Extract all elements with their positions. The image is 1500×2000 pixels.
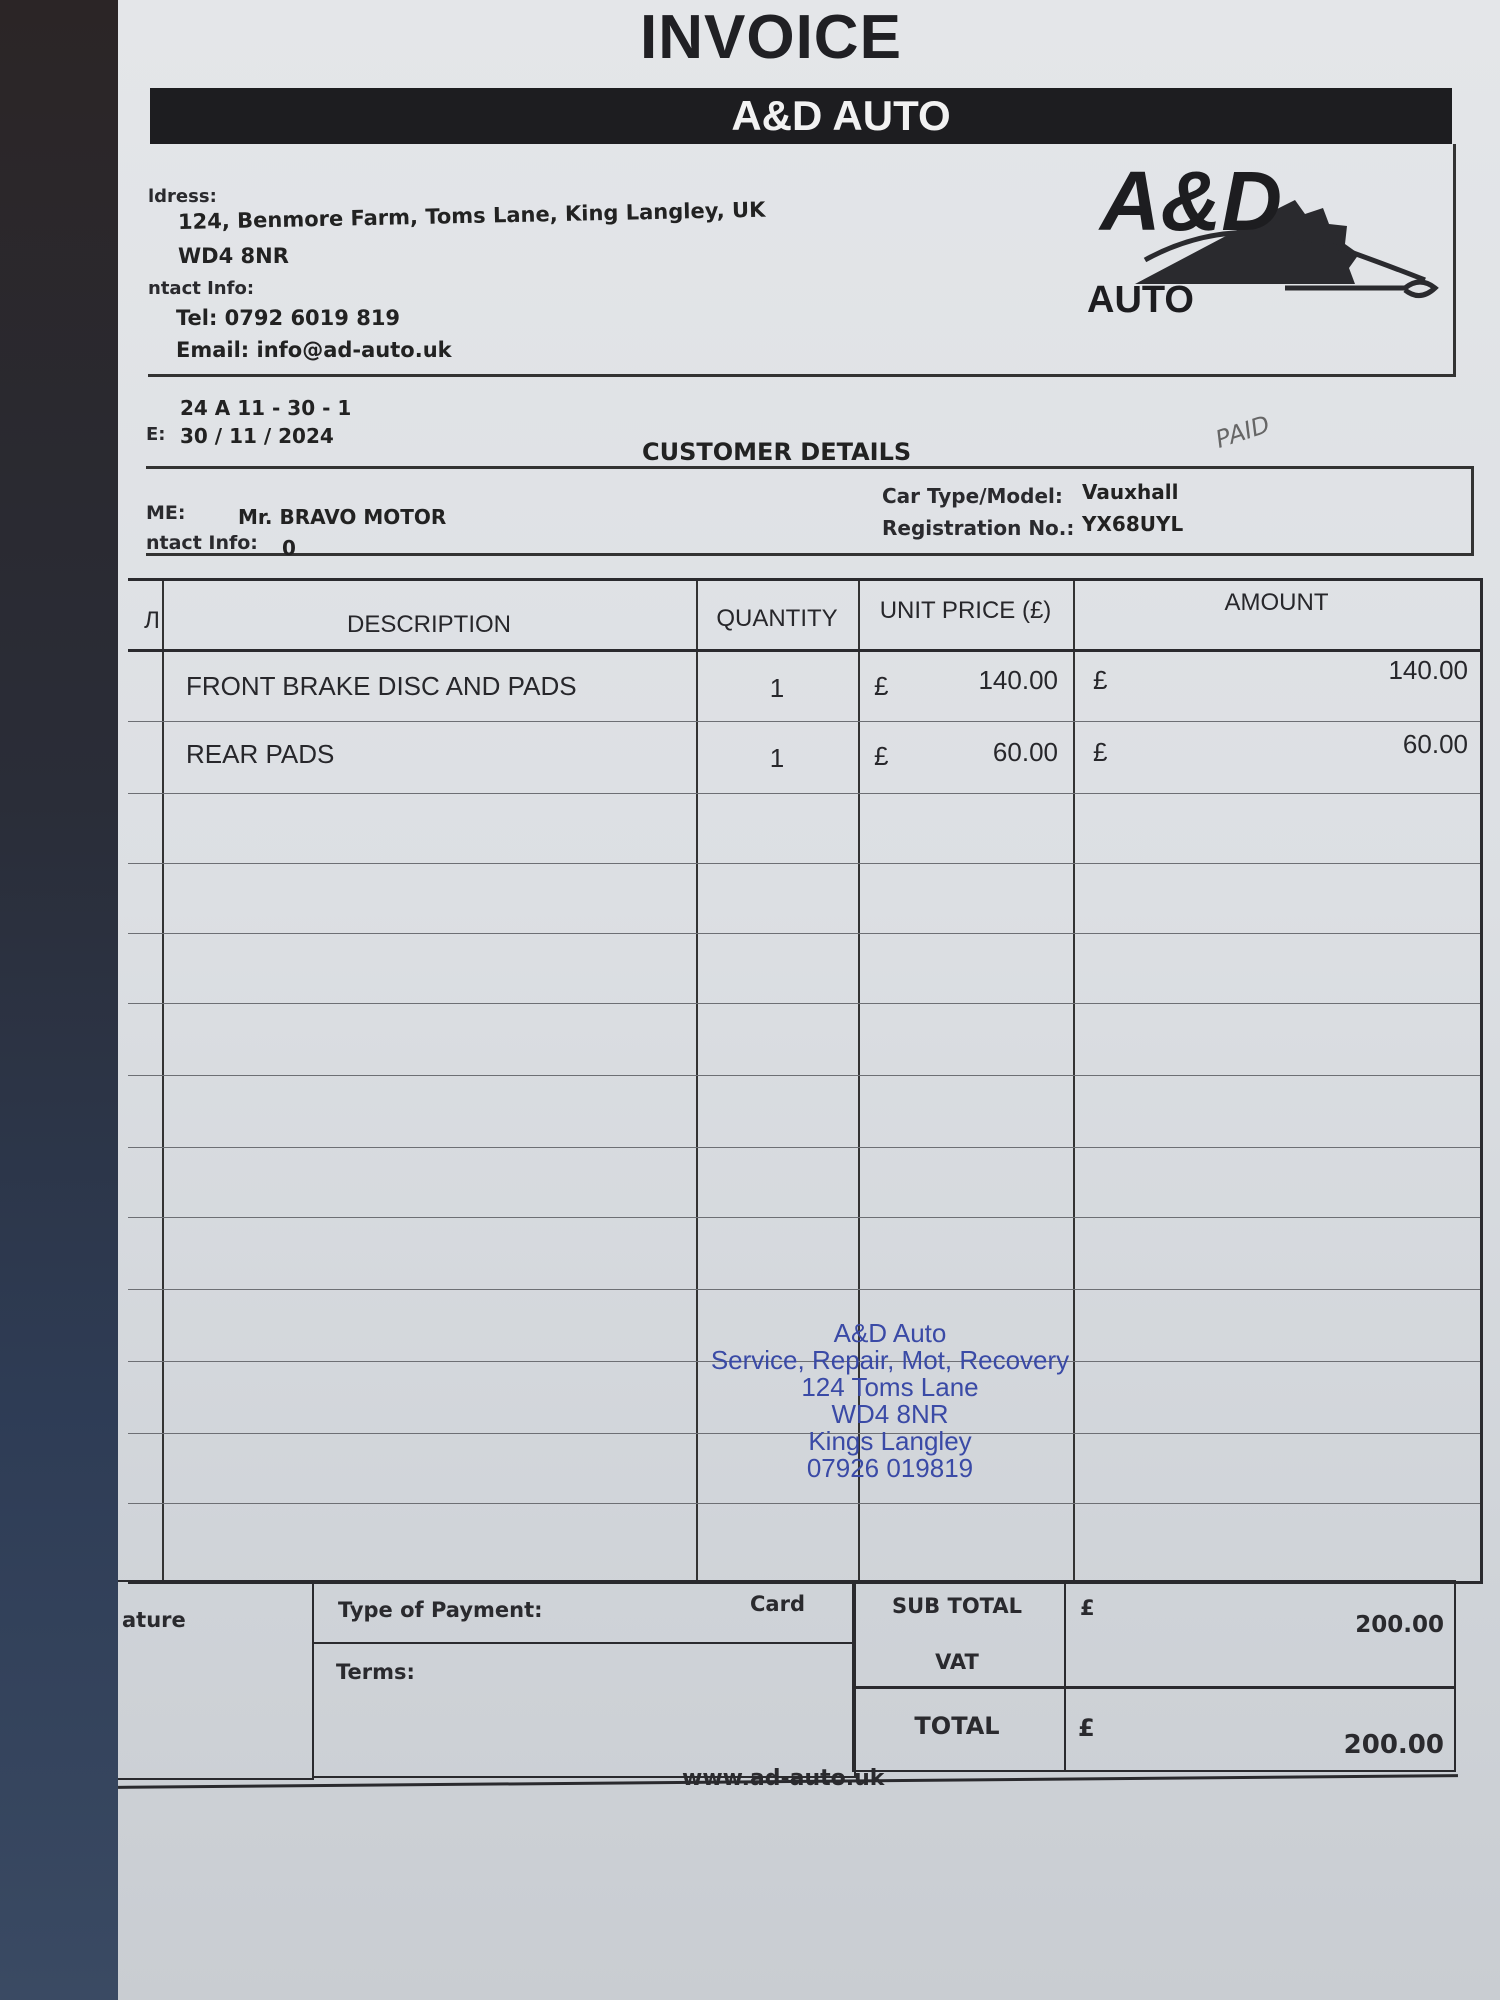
logo-top-text: A&D bbox=[1100, 154, 1282, 248]
header-unit-price: UNIT PRICE (£) bbox=[879, 597, 1052, 624]
row2-unit-price: 60.00 bbox=[992, 737, 1058, 767]
address-label: ldress: bbox=[148, 186, 217, 207]
stamp-line: 124 Toms Lane bbox=[801, 1372, 979, 1402]
registration-number: YX68UYL bbox=[1082, 512, 1184, 536]
customer-name: Mr. BRAVO MOTOR bbox=[238, 505, 447, 529]
wrench-icon bbox=[1285, 282, 1435, 296]
stamp-line: 07926 019819 bbox=[806, 1453, 974, 1483]
company-email: Email: info@ad-auto.uk bbox=[176, 338, 452, 362]
payment-value: Card bbox=[750, 1592, 805, 1616]
stamp-line: Kings Langley bbox=[808, 1426, 972, 1456]
subtotal-value: 200.00 bbox=[1355, 1612, 1444, 1638]
car-type: Vauxhall bbox=[1082, 480, 1179, 504]
signature-label: ature bbox=[122, 1608, 186, 1632]
row2-unit-currency: £ bbox=[874, 741, 889, 771]
car-type-label: Car Type/Model: bbox=[882, 484, 1063, 508]
vat-label: VAT bbox=[935, 1650, 979, 1674]
invoice-date: 30 / 11 / 2024 bbox=[180, 424, 334, 448]
row1-unit-currency: £ bbox=[874, 671, 889, 701]
customer-contact: 0 bbox=[282, 536, 296, 560]
row1-quantity: 1 bbox=[769, 673, 785, 703]
row2-amount: 60.00 bbox=[1402, 729, 1468, 759]
total-currency: £ bbox=[1078, 1714, 1095, 1742]
payment-label: Type of Payment: bbox=[338, 1598, 543, 1622]
header-amount: AMOUNT bbox=[1224, 589, 1329, 616]
total-divider bbox=[852, 1686, 1456, 1689]
invoice-title: INVOICE bbox=[640, 3, 902, 72]
address-line2: WD4 8NR bbox=[178, 244, 289, 268]
address-line1: 124, Benmore Farm, Toms Lane, King Langley, UK bbox=[177, 197, 766, 234]
terms-label: Terms: bbox=[336, 1660, 415, 1684]
row1-unit-price: 140.00 bbox=[978, 665, 1058, 695]
customer-contact-label: ntact Info: bbox=[146, 532, 258, 554]
subtotal-currency: £ bbox=[1080, 1596, 1095, 1620]
row1-description: FRONT BRAKE DISC AND PADS bbox=[186, 671, 577, 701]
header-no: Л bbox=[144, 607, 160, 634]
row2-quantity: 1 bbox=[769, 743, 785, 773]
company-tel: Tel: 0792 6019 819 bbox=[176, 306, 401, 330]
customer-details-title: CUSTOMER DETAILS bbox=[642, 438, 912, 466]
paid-note: PAID bbox=[1212, 410, 1274, 454]
registration-label: Registration No.: bbox=[882, 516, 1075, 540]
company-logo bbox=[1085, 150, 1455, 330]
company-stamp bbox=[700, 1320, 1080, 1482]
header-quantity: QUANTITY bbox=[716, 605, 838, 632]
date-label: E: bbox=[146, 424, 166, 445]
stamp-line: A&D Auto bbox=[833, 1318, 947, 1348]
total-label: TOTAL bbox=[914, 1712, 1000, 1740]
row2-amount-currency: £ bbox=[1093, 737, 1108, 767]
company-banner: A&D AUTO bbox=[150, 88, 1452, 144]
stamp-line: WD4 8NR bbox=[831, 1399, 949, 1429]
total-value: 200.00 bbox=[1343, 1730, 1444, 1760]
row1-amount: 140.00 bbox=[1388, 655, 1468, 685]
contact-label: ntact Info: bbox=[148, 278, 255, 299]
customer-name-label: ME: bbox=[146, 502, 186, 524]
header-description: DESCRIPTION bbox=[346, 611, 511, 638]
stamp-line: Service, Repair, Mot, Recovery bbox=[710, 1345, 1070, 1375]
logo-bottom-text: AUTO bbox=[1087, 279, 1194, 321]
website: www.ad-auto.uk bbox=[682, 1766, 885, 1791]
row2-description: REAR PADS bbox=[186, 739, 335, 769]
row1-amount-currency: £ bbox=[1093, 665, 1108, 695]
invoice-number: 24 A 11 - 30 - 1 bbox=[180, 396, 352, 420]
subtotal-label: SUB TOTAL bbox=[892, 1594, 1022, 1618]
